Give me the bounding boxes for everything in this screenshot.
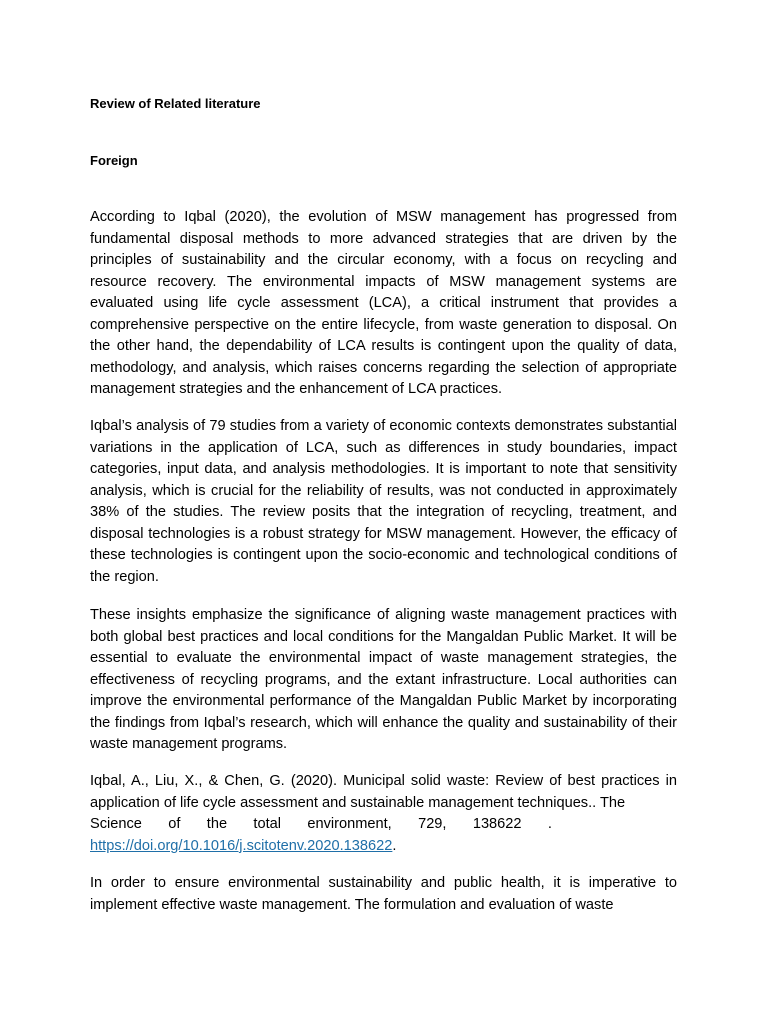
reference-trailing: . [392, 837, 397, 854]
reference-journal-line [90, 814, 552, 836]
reference-word: environment, [307, 816, 392, 832]
reference-word: total [253, 816, 282, 832]
paragraph-4: In order to ensure environmental sustainability and public health, it is imperative to implement effective waste management. The formulation and evaluation of waste [90, 875, 677, 913]
reference-word: 138622 [472, 816, 522, 832]
section-heading: Foreign [90, 153, 138, 168]
reference-word: Science [90, 816, 142, 832]
reference-text: Iqbal, A., Liu, X., & Chen, G. (2020). Municipal solid waste: Review of best practices in application of life cycle assessment and sustainable management techniques.. The [90, 773, 677, 811]
document-title: Review of Related literature [90, 96, 261, 111]
paragraph-3: These insights emphasize the significance of aligning waste management practices with both global best practices and local conditions for the Mangaldan Public Market. It will be essential to evaluate the environmental impact of waste management strategies, the effectiveness of recycling programs, and the extant infrastructure. Local authorities can improve the environmental performance of the Mangaldan Public Market by incorporating the findings from Iqbal’s research, which will enhance the quality and sustainability of their waste management programs. [90, 607, 677, 752]
document-page [90, 0, 677, 1024]
reference-word: . [547, 816, 552, 832]
reference-word: of [168, 816, 181, 832]
paragraph-2: Iqbal’s analysis of 79 studies from a variety of economic contexts demonstrates substantial variations in the application of LCA, such as differences in study boundaries, impact categories, input data, and analysis methodologies. It is important to note that sensitivity analysis, which is crucial for the reliability of results, was not conducted in approximately 38% of the studies. The review posits that the integration of recycling, treatment, and disposal technologies is a robust strategy for MSW management. However, the efficacy of these technologies is contingent upon the socio-economic and technological conditions of the region. [90, 418, 677, 585]
reference-entry [90, 771, 677, 857]
reference-url-line [90, 836, 677, 858]
doi-link[interactable]: https://doi.org/10.1016/j.scitotenv.2020.138622 [90, 837, 393, 854]
reference-word: the [206, 816, 228, 832]
paragraph-1: According to Iqbal (2020), the evolution of MSW management has progressed from fundamental disposal methods to more advanced strategies that are driven by the principles of sustainability and the circular economy, with a focus on recycling and resource recovery. The environmental impacts of MSW management systems are evaluated using life cycle assessment (LCA), a critical instrument that provides a comprehensive perspective on the entire lifecycle, from waste generation to disposal. On the other hand, the dependability of LCA results is contingent upon the quality of data, methodology, and analysis, which raises concerns regarding the selection of appropriate management strategies and the enhancement of LCA practices. [90, 209, 677, 397]
reference-word: 729, [418, 816, 447, 832]
